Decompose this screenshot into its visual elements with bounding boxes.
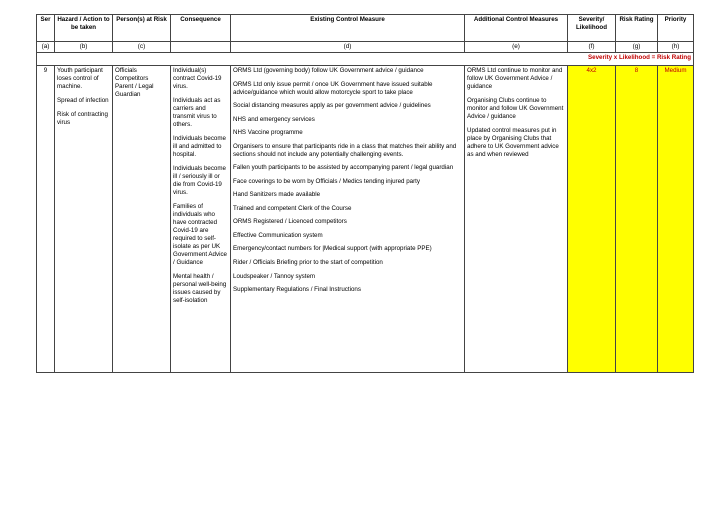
persons-cell (113, 66, 171, 373)
consequence-item: Individuals become ill and admitted to hospital. (173, 135, 226, 158)
hazard-item: Youth participant loses control of machine. (57, 67, 103, 91)
person-item: Competitors (115, 75, 149, 83)
header-risk-rating: Risk Rating (616, 15, 658, 42)
header-severity: Severity/ Likelihood (568, 15, 616, 42)
existing-item: ORMS Registered / Licenced competitors (233, 218, 347, 226)
risk-formula: Severity x Likelihood = Risk Rating (37, 53, 694, 66)
consequence-item: Individual(s) contract Covid-19 virus. (173, 67, 222, 91)
risk-assessment-table (36, 14, 694, 373)
additional-item: Updated control measures put in place by Organising Clubs that adhere to UK Government advice as and when reviewed (467, 127, 559, 158)
existing-item: Trained and competent Clerk of the Course (233, 204, 352, 212)
existing-item: Rider / Officials Briefing prior to the start of competition (233, 258, 383, 266)
existing-item: Emergency/contact numbers for |Medical support (with appropriate PPE) (233, 245, 432, 253)
existing-item: Social distancing measures apply as per government advice / guidelines (233, 102, 431, 110)
priority-cell: Medium (658, 66, 694, 373)
formula-row (37, 53, 694, 66)
risk-rating-cell: 8 (616, 66, 658, 373)
hazard-item: Spread of infection (57, 97, 109, 105)
consequence-item: Individuals become ill / seriously ill or die from Covid-19 virus. (173, 165, 226, 196)
existing-item: NHS and emergency services (233, 115, 315, 123)
letter-h: (h) (658, 42, 694, 53)
header-persons: Person(s) at Risk (113, 15, 171, 42)
existing-item: NHS Vaccine programme (233, 129, 303, 137)
consequence-item: Mental health / personal well-being issues caused by self-isolation (173, 272, 227, 304)
letter-empty (171, 42, 231, 53)
letter-a: (a) (37, 42, 55, 53)
existing-control-cell (231, 66, 465, 373)
header-ser: Ser (37, 15, 55, 42)
additional-item: ORMS Ltd continue to monitor and follow UK Government Advice / guidance (467, 67, 563, 91)
additional-item: Organising Clubs continue to monitor and follow UK Government Advice / guidance (467, 97, 564, 121)
header-existing: Existing Control Measure (231, 15, 465, 42)
column-letters-row (37, 42, 694, 53)
existing-item: Hand Sanitizers made available (233, 191, 321, 199)
existing-item: Organisers to ensure that participants ride in a class that matches their ability and sections should not include any potentially challenging events. (233, 142, 457, 158)
letter-f: (f) (568, 42, 616, 53)
header-consequence: Consequence (171, 15, 231, 42)
person-item: Officials (115, 67, 137, 75)
person-item: Parent / Legal Guardian (115, 83, 154, 98)
severity-likelihood-cell: 4x2 (568, 66, 616, 373)
header-priority: Priority (658, 15, 694, 42)
existing-item: ORMS Ltd (governing body) follow UK Government advice / guidance (233, 67, 424, 75)
existing-item: Effective Communication system (233, 231, 323, 239)
header-additional: Additional Control Measures (465, 15, 568, 42)
existing-item: Loudspeaker / Tannoy system (233, 272, 316, 280)
consequence-cell (171, 66, 231, 373)
header-hazard: Hazard / Action to be taken (55, 15, 113, 42)
consequence-item: Families of individuals who have contracted Covid-19 are required to self-isolate as per UK Government Advice / Guidance (173, 203, 227, 266)
hazard-item: Risk of contracting virus (57, 111, 108, 127)
letter-e: (e) (465, 42, 568, 53)
consequence-item: Individuals act as carriers and transmit virus to others. (173, 97, 221, 128)
hazard-cell (55, 66, 113, 373)
letter-d: (d) (231, 42, 465, 53)
header-row (37, 15, 694, 42)
ser-cell: 9 (37, 66, 55, 373)
letter-c: (c) (113, 42, 171, 53)
existing-item: Face coverings to be worn by Officials / Medics tending injured party (233, 177, 420, 185)
existing-item: ORMS Ltd only issue permit / once UK Government have issued suitable advice/guidance which would allow motorcycle sport to take place (233, 80, 433, 96)
letter-b: (b) (55, 42, 113, 53)
existing-item: Fallen youth participants to be assisted by accompanying parent / legal guardian (233, 164, 454, 172)
letter-g: (g) (616, 42, 658, 53)
table-row (37, 66, 694, 373)
additional-control-cell (465, 66, 568, 373)
existing-item: Supplementary Regulations / Final Instructions (233, 286, 361, 294)
